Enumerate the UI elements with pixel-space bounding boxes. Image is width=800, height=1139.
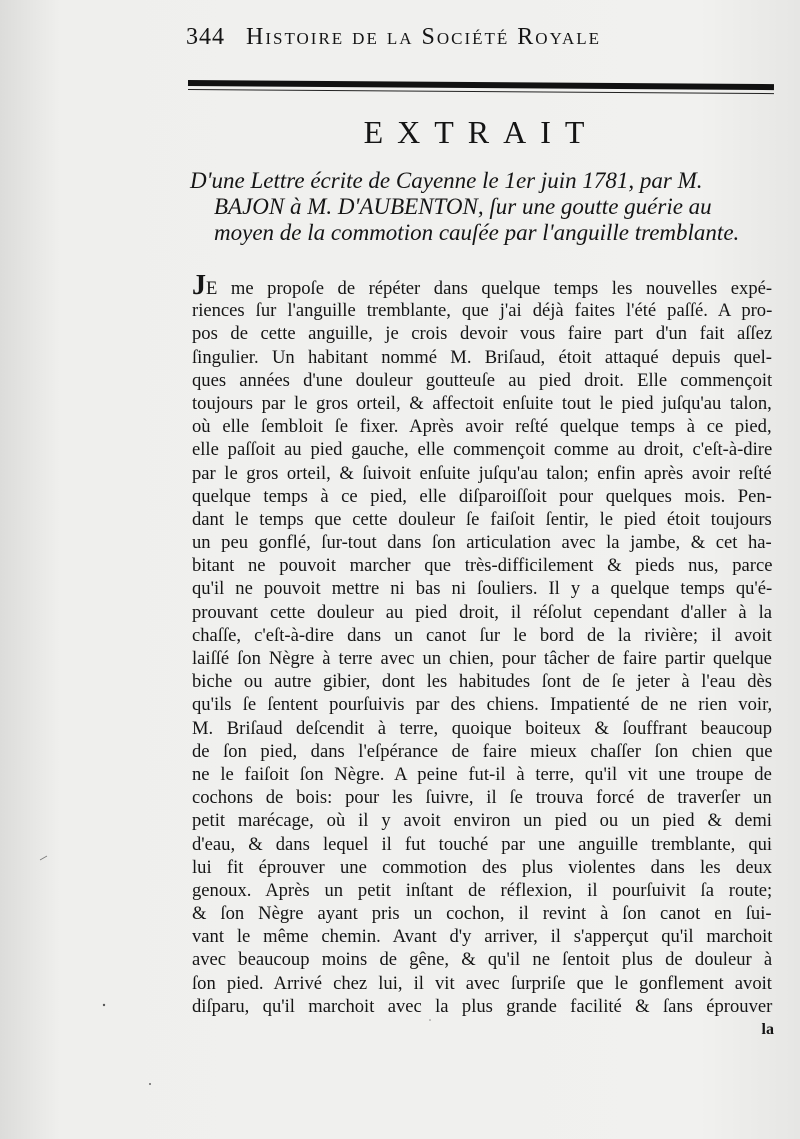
- body-line: [192, 270, 788, 301]
- subtitle-line: D'une Lettre écrite de Cayenne le 1er juin 1781, par M.: [190, 168, 703, 193]
- body-line: prouvant cette douleur au pied droit, il réſolut cependant d'aller à la: [192, 601, 772, 623]
- running-head: Histoire de la Société Royale: [246, 24, 602, 50]
- subtitle-line: moyen de la commotion cauſée par l'anguille tremblante.: [214, 220, 740, 245]
- body-line: ne le faiſoit ſon Nègre. A peine fut-il à terre, qu'il vit une troupe de: [192, 763, 772, 785]
- body-line: & ſon Nègre ayant pris un cochon, il revint à ſon canot en ſui-: [192, 903, 772, 925]
- drop-cap: J: [192, 270, 206, 301]
- body-line: dant le temps que cette douleur ſe faiſoit ſentir, le pied étoit toujours: [192, 508, 772, 530]
- running-header: [186, 24, 786, 54]
- body-line: petit marécage, où il y avoit environ un pied ou un pied & demi: [192, 810, 772, 832]
- body-line: qu'ils ſe ſentent pourſuivis par des chiens. Impatienté de ne rien voir,: [192, 694, 773, 716]
- body-line: qu'il ne pouvoit mettre ni bas ni ſouliers. Il y a quelque temps qu'é-: [192, 578, 773, 600]
- body-line: un peu gonflé, ſur-tout dans ſon articulation avec la jambe, & cet ha-: [192, 532, 772, 554]
- body-text: [192, 270, 788, 1041]
- header-rule-thin: [188, 89, 774, 94]
- body-line: ſon pied. Arrivé chez lui, il vit avec ſurpriſe que le gonflement avoit: [192, 972, 772, 994]
- body-line: toujours par le gros orteil, & affectoit enſuite tout le pied juſqu'au talon,: [192, 392, 772, 414]
- section-title: EXTRAIT: [363, 114, 599, 150]
- body-line: lui fit éprouver une commotion des plus violentes dans les deux: [192, 856, 773, 878]
- body-line: avec beaucoup moins de gêne, & qu'il ne ſentoit plus de douleur à: [192, 949, 773, 971]
- body-line: d'eau, & dans lequel il fut touché par une anguille tremblante, qui: [192, 833, 773, 855]
- body-line: elle paſſoit au pied gauche, elle commençoit comme au droit, c'eſt-à-dire: [192, 439, 773, 461]
- body-line: laiſſé ſon Nègre à terre avec un chien, pour tâcher de faire partir quelque: [192, 648, 772, 669]
- body-line: diſparu, qu'il marchoit avec la plus grande facilité & ſans éprouver: [192, 995, 773, 1017]
- body-line: par le gros orteil, & ſuivoit enſuite juſqu'au talon; enfin après avoir reſté: [192, 462, 772, 484]
- body-line: M. Briſaud deſcendit à terre, quoique boiteux & ſouffrant beaucoup: [192, 717, 772, 739]
- body-line: cochons de bois: pour les ſuivre, il ſe trouva forcé de traverſer un: [192, 787, 772, 809]
- body-line: ſingulier. Un habitant nommé M. Briſaud, étoit attaqué depuis quel-: [192, 346, 772, 368]
- body-line: quelque temps à ce pied, elle diſparoiſſoit pour quelques mois. Pen-: [192, 485, 772, 507]
- body-line: chaſſe, c'eſt-à-dire dans un canot ſur le bord de la rivière; il avoit: [192, 624, 772, 646]
- body-line: biche ou autre gibier, dont les habitudes ſont de ſe jeter à l'eau dès: [192, 671, 772, 693]
- body-line: de ſon pied, dans l'eſpérance de faire mieux chaſſer ſon chien que: [192, 740, 773, 762]
- body-line: riences ſur l'anguille tremblante, que j'ai déjà faites l'été paſſé. A pro-: [192, 300, 773, 322]
- subtitle: [190, 168, 780, 246]
- subtitle-line: BAJON à M. D'AUBENTON, ſur une goutte guérie au: [214, 194, 712, 219]
- catchword: la: [761, 1021, 774, 1038]
- body-line: genoux. Après un petit inſtant de réflexion, il pourſuivit ſa route;: [192, 879, 773, 901]
- body-line: vant le même chemin. Avant d'y arriver, il s'apperçut qu'il marchoit: [192, 926, 773, 948]
- body-line: pos de cette anguille, je crois devoir vous faire part d'un fait aſſez: [192, 323, 773, 345]
- body-line-text: E me propoſe de répéter dans quelque temps les nouvelles expé-: [206, 278, 773, 299]
- header-rule-thick: [188, 80, 774, 90]
- body-line: ques années d'une douleur goutteuſe au pied droit. Elle commençoit: [192, 369, 773, 391]
- page-number: 344: [186, 24, 225, 50]
- body-line: bitant ne pouvoit marcher que très-difficilement & pieds nus, parce: [192, 555, 773, 577]
- body-line: où elle ſembloit ſe fixer. Après avoir reſté quelque temps à ce pied,: [192, 416, 772, 438]
